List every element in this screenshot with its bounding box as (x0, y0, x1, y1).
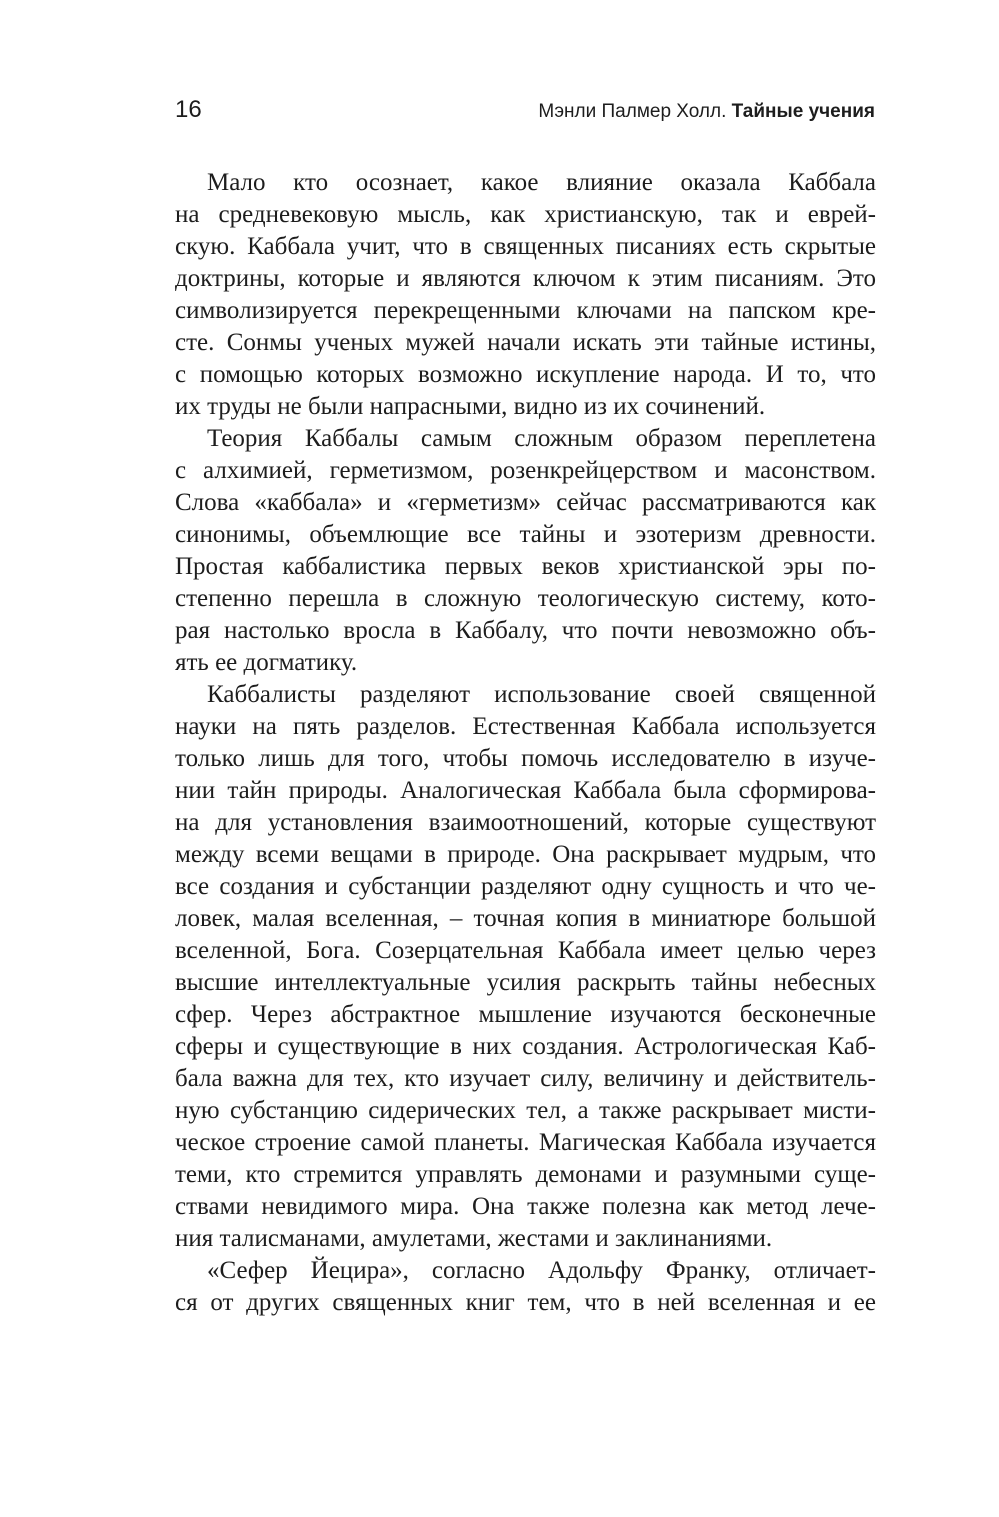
text-line: их труды не были напрасными, видно из их сочинений. (175, 393, 766, 420)
text-line: между всеми вещами в природе. Она раскрывает мудрым, что (175, 841, 876, 868)
text-line: с алхимией, герметизмом, розенкрейцерством и масонством. (175, 457, 876, 484)
text-line: на для установления взаимоотношений, которые существуют (175, 809, 876, 836)
text-line: все создания и субстанции разделяют одну сущность и что че- (175, 873, 876, 900)
text-line: на средневековую мысль, как христианскую, так и еврей- (175, 201, 876, 228)
page-number: 16 (175, 96, 202, 123)
text-line: сферы и существующие в них создания. Астрологическая Каб- (175, 1033, 876, 1060)
text-line: синонимы, объемлющие все тайны и эзотеризм древности. (175, 521, 876, 548)
text-line: скую. Каббала учит, что в священных писаниях есть скрытые (175, 233, 876, 260)
text-line: нии тайн природы. Аналогическая Каббала была сформирова- (175, 777, 876, 804)
text-line: ствами невидимого мира. Она также полезна как метод лече- (175, 1193, 876, 1220)
text-line: ния талисманами, амулетами, жестами и заклинаниями. (175, 1225, 773, 1252)
text-line: только лишь для того, чтобы помочь исследователю в изуче- (175, 745, 876, 772)
text-line: доктрины, которые и являются ключом к этим писаниям. Это (175, 265, 876, 292)
text-line: Каббалисты разделяют использование своей священной (207, 681, 876, 708)
text-line: науки на пять разделов. Естественная Каббала используется (175, 713, 876, 740)
text-line: «Сефер Йецира», согласно Адольфу Франку, отличает- (207, 1257, 876, 1284)
book-title: Тайные учения (731, 101, 875, 122)
text-line: ловек, малая вселенная, – точная копия в миниатюре большой (175, 905, 876, 932)
running-title (538, 101, 875, 123)
author-name: Мэнли Палмер Холл. (538, 101, 727, 122)
text-line: Мало кто осознает, какое влияние оказала Каббала (207, 169, 876, 196)
text-line: Слова «каббала» и «герметизм» сейчас рассматриваются как (175, 489, 876, 516)
text-line: рая настолько вросла в Каббалу, что почти невозможно объ- (175, 617, 876, 644)
text-line: вселенной, Бога. Созерцательная Каббала имеет целью через (175, 937, 876, 964)
text-line: ную субстанцию сидерических тел, а также раскрывает мисти- (175, 1097, 876, 1124)
text-line: теми, кто стремится управлять демонами и разумными суще- (175, 1161, 876, 1188)
text-line: сфер. Через абстрактное мышление изучаются бесконечные (175, 1001, 876, 1028)
text-line: ческое строение самой планеты. Магическая Каббала изучается (175, 1129, 876, 1156)
text-line: Простая каббалистика первых веков христианской эры по- (175, 553, 876, 580)
text-line: степенно перешла в сложную теологическую систему, кото- (175, 585, 876, 612)
text-line: сте. Сонмы ученых мужей начали искать эти тайные истины, (175, 329, 876, 356)
text-line: с помощью которых возможно искупление народа. И то, что (175, 361, 876, 388)
running-header (175, 96, 875, 128)
text-line: Теория Каббалы самым сложным образом переплетена (207, 425, 876, 452)
text-line: ся от других священных книг тем, что в ней вселенная и ее (175, 1289, 876, 1316)
text-line: высшие интеллектуальные усилия раскрыть тайны небесных (175, 969, 876, 996)
text-line: ять ее догматику. (175, 649, 358, 676)
text-line: бала важна для тех, кто изучает силу, величину и действитель- (175, 1065, 876, 1092)
text-body (175, 167, 876, 1319)
text-line: символизируется перекрещенными ключами на папском кре- (175, 297, 876, 324)
